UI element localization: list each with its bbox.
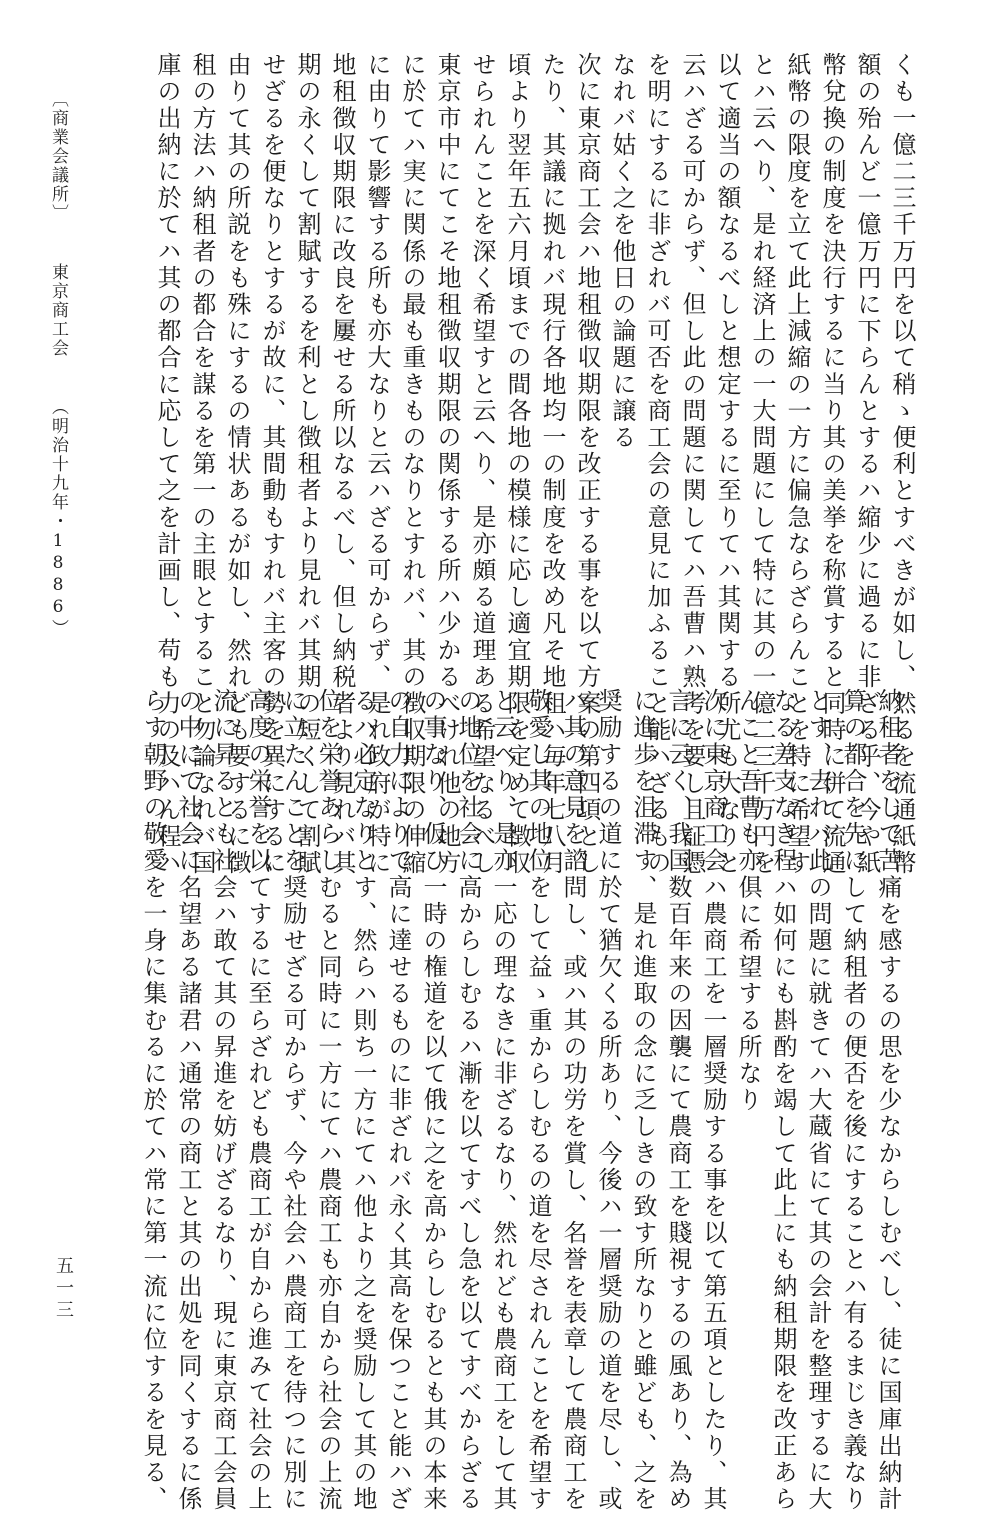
- text-column: たり、其議に拠れバ現行各地均一の制度を改め凡そ地租ハ毎年七八月: [538, 52, 566, 877]
- text-column: の地位を社会に高からしむるハ漸を以てすべし急を以てすべからざる: [454, 688, 482, 1513]
- header-era: （明治十九年・1886）: [48, 398, 68, 638]
- text-column: 高度の栄誉を以てするに至らざれども農商工が自から進みて社会の上: [244, 688, 272, 1513]
- text-column: 地租徴収期限に改良を屢せる所以なるべし、但し納税者より見れバ其: [328, 52, 356, 877]
- text-column: 由りて其の所説をも殊にするの情状あるが如し、然れども要するに徴: [223, 52, 251, 877]
- text-column: せざるを便なりとするが故に、其間動もすれバ主客の勢を異にするに: [258, 52, 286, 877]
- text-column: 奨励するの道に於て猶欠くる所あり、今後ハ一層奨励の道を尽し、或: [594, 688, 622, 1513]
- text-column: 期の永くして割賦するを利とし徴租者より見れバ其期の短くして割賦: [293, 52, 321, 877]
- text-column: せられんことを深く希望すと云へり、是亦頗る道理ある希望なるべし: [468, 52, 496, 877]
- text-column: 流に昇るとも社会ハ敢て其の昇進を妨げざるなり、現に東京商工会員: [209, 688, 237, 1513]
- text-column: とハ云へり、是れ経済上の一大問題にして特に其の一億二三千万円を: [748, 52, 776, 877]
- text-column: の中にて社会に名望ある諸君ハ通常の商工と其の出処を同くするに係: [174, 688, 202, 1513]
- text-column: なれバ姑く之を他日の論題に譲る: [608, 52, 636, 451]
- text-column: と云へり、是亦一応の理なきに非ざるなり、然れども農商工をして其: [489, 688, 517, 1513]
- text-column: 庫の出納に於てハ其の都合に応して之を計画し、苟も力の及ハん程ハ: [153, 52, 181, 877]
- text-column: らす朝野の敬愛を一身に集むるに於てハ常に第一流に位するを見る、: [139, 688, 167, 1513]
- text-column: 敬愛し其の地位をして益ゝ重からしむるの道を尽されんことを希望す: [524, 688, 552, 1513]
- page-number: 五一三: [53, 1256, 74, 1322]
- text-column: 頃より翌年五六月頃までの間各地の模様に応し適宜期限を定めて徴収: [503, 52, 531, 877]
- text-column: を明にするに非ざれバ可否を商工会の意見に加ふること能ハざるもの: [643, 52, 671, 877]
- text-column: んこと吾曹も亦俱に希望する所なり: [734, 688, 762, 1114]
- text-column: 租の方法ハ納租者の都合を謀るを第一の主眼とすること勿論なれバ国: [188, 52, 216, 877]
- text-column: 云ハざる可からず、但し此の問題に関してハ吾曹ハ熟考を要し且証憑: [678, 52, 706, 877]
- text-column: に由りて影響する所も亦大なりと云ハざる可からず、是れ政府が特に: [363, 52, 391, 877]
- header-organization: 東京商工会: [48, 263, 68, 358]
- text-column: 以て適当の額なるべしと想定するに至りてハ其関する所尤も大なりと: [713, 52, 741, 877]
- running-header: [46, 90, 71, 638]
- text-column: に立たんことを奨励せざる可からず、今や社会ハ農商工を待つに別に: [279, 688, 307, 1513]
- text-column: 額の殆んど一億万円に下らんとするハ縮少に過るに非ざる乎、今や紙: [853, 52, 881, 877]
- text-column: の自力によりて高に達せるものに非ざれバ永く其高を保つこと能ハざ: [384, 688, 412, 1513]
- text-column: 幣兌換の制度を決行するに当り其の美挙を称賞すると同時に併て流通: [818, 52, 846, 877]
- text-column: るハ必定なりとす、然らハ則ち一方にてハ他より之を奨励して其の地: [349, 688, 377, 1513]
- text-column: くも一億二三千万円を以て稍ゝ便利とすべきが如し、然るを流通紙幣: [888, 52, 916, 877]
- text-column: に於てハ実に関係の最も重きものなりとすれバ、其の徴収期限の伸縮: [398, 52, 426, 877]
- text-column: に進歩を沮滞す、是れ進取の念に乏しきの致す所なりと雖ども、之を: [629, 688, 657, 1513]
- text-column: 次に東京商工会ハ農商工を一層奨励する事を以て第五項としたり、其: [699, 688, 727, 1513]
- text-column: 納租者をして苦痛を感するの思を少なからしむべし、徒に国庫出納計: [874, 688, 902, 1513]
- text-column: 位を栄誉あらしむると同時に一方にてハ農商工も亦自から社会の上流: [314, 688, 342, 1513]
- text-column: ハ其の意見を諮問し、或ハ其の功労を賞し、名誉を表章して農商工を: [559, 688, 587, 1513]
- text-column: 言に云く、我国数百年来の因襲にて農商工を賤視するの風あり、為め: [664, 688, 692, 1513]
- text-column: なる差支なき程ハ如何にも斟酌を竭して此上にも納租期限を改正あら: [769, 688, 797, 1513]
- upper-text-block: [149, 52, 919, 877]
- text-column: 紙幣の限度を立て此上減縮の一方に偏急ならざらんことを特に希望す: [783, 52, 811, 877]
- header-section: 〔商業会議所〕: [48, 90, 68, 223]
- text-column: の事なり、仮ひ一時の権道を以て俄に之を高からしむるとも其の本来: [419, 688, 447, 1513]
- text-column: とす、去れバ此の問題に就きてハ大蔵省にて其の会計を整理するに大: [804, 688, 832, 1513]
- lower-text-block: [135, 688, 905, 1513]
- text-column: 算の都合を先にして納租者の便否を後にすることハ有るまじき義なり: [839, 688, 867, 1513]
- text-column: 次に東京商工会ハ地租徴収期限を改正する事を以て方案の第四項とし: [573, 52, 601, 877]
- text-column: 東京市中にてこそ地租徴収期限の関係する所ハ少かるべけれ他の地方: [433, 52, 461, 877]
